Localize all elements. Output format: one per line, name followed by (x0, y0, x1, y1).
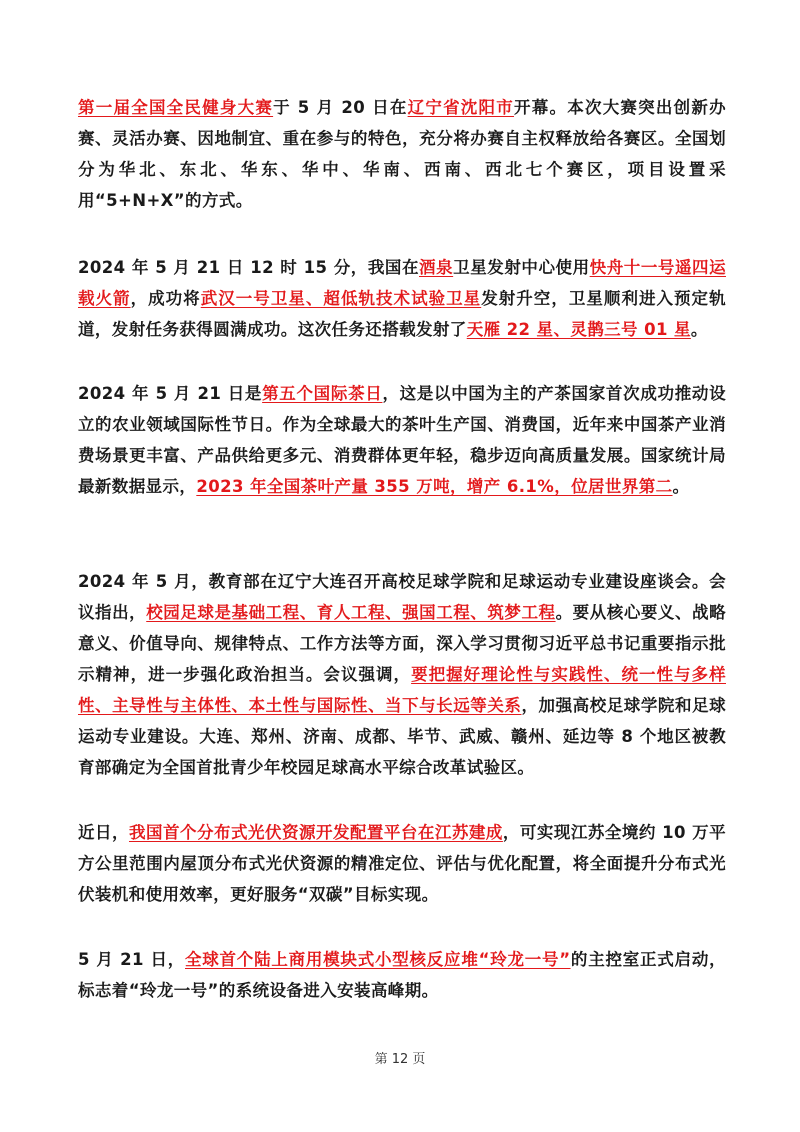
body-text: 5 月 21 日， (78, 950, 185, 969)
highlighted-text: 武汉一号卫星、超低轨技术试验卫星 (200, 289, 482, 308)
body-text: ，这是以中国为主的产茶国家首次成功推动设立的农业领域国际性节日。作为全球最大的茶叶生产国、消费国，近年来中国茶产业消费场景更丰富、产品供给更多元、消费群体更年轻，稳步迈向高质量发展。国家统计局最新数据显示， (78, 384, 726, 496)
body-text: 开幕。本次大赛突出创新办赛、灵活办赛、因地制宜、重在参与的特色，充分将办赛自主权释放给各赛区。全国划分为华北、东北、华东、华中、华南、西南、西北七个赛区，项目设置采用“5+N+X”的方式。 (78, 98, 726, 210)
highlighted-text: 第一届全国全民健身大赛 (78, 98, 274, 117)
body-text: 发射升空，卫星顺利进入预定轨道，发射任务获得圆满成功。这次任务还搭载发射了 (78, 289, 726, 339)
highlighted-text: 校园足球是基础工程、育人工程、强国工程、筑梦工程 (146, 603, 556, 622)
news-paragraph-4 (78, 566, 726, 783)
news-paragraph-2 (78, 252, 726, 345)
highlighted-text: 要把握好理论性与实践性、统一性与多样性、主导性与主体性、本土性与国际性、当下与长远等关系 (78, 665, 726, 715)
body-text: 2024 年 5 月 21 日是 (78, 384, 263, 403)
body-text: 2024 年 5 月 21 日 12 时 15 分，我国在 (78, 258, 420, 277)
body-text: 近日， (78, 823, 129, 842)
news-paragraph-3 (78, 378, 726, 502)
highlighted-text: 2023 年全国茶叶产量 355 万吨，增产 6.1%，位居世界第二 (196, 477, 673, 496)
body-text: 的主控室正式启动，标志着“玲龙一号”的系统设备进入安装高峰期。 (78, 950, 726, 1000)
highlighted-text: 我国首个分布式光伏资源开发配置平台在江苏建成 (129, 823, 503, 842)
highlighted-text: 快舟十一号遥四运载火箭 (78, 258, 726, 308)
page-number: 第 12 页 (374, 1052, 426, 1067)
highlighted-text: 酒泉 (419, 258, 454, 277)
news-paragraph-5 (78, 817, 726, 910)
news-paragraph-1 (78, 92, 726, 216)
highlighted-text: 辽宁省沈阳市 (407, 98, 515, 117)
body-text: 。 (690, 320, 708, 339)
body-text: 于 5 月 20 日在 (273, 98, 408, 117)
body-text: ，可实现江苏全境约 10 万平方公里范围内屋顶分布式光伏资源的精准定位、评估与优化配置，将全面提升分布式光伏装机和使用效率，更好服务“双碳”目标实现。 (78, 823, 727, 904)
body-text: ，成功将 (130, 289, 201, 308)
news-paragraph-6 (78, 944, 726, 1006)
body-text: 2024 年 5 月，教育部在辽宁大连召开高校足球学院和足球运动专业建设座谈会。会议指出， (78, 572, 726, 622)
body-text: 卫星发射中心使用 (453, 258, 590, 277)
body-text: 。要从核心要义、战略意义、价值导向、规律特点、工作方法等方面，深入学习贯彻习近平总书记重要指示批示精神，进一步强化政治担当。会议强调， (78, 603, 726, 684)
highlighted-text: 全球首个陆上商用模块式小型核反应堆“玲龙一号” (185, 950, 571, 969)
body-text: 。 (672, 477, 690, 496)
highlighted-text: 天雁 22 星、灵鹊三号 01 星 (466, 320, 691, 339)
body-text: ，加强高校足球学院和足球运动专业建设。大连、郑州、济南、成都、毕节、武威、赣州、延边等 8 个地区被教育部确定为全国首批青少年校园足球高水平综合改革试验区。 (78, 696, 726, 777)
highlighted-text: 第五个国际茶日 (262, 384, 383, 403)
